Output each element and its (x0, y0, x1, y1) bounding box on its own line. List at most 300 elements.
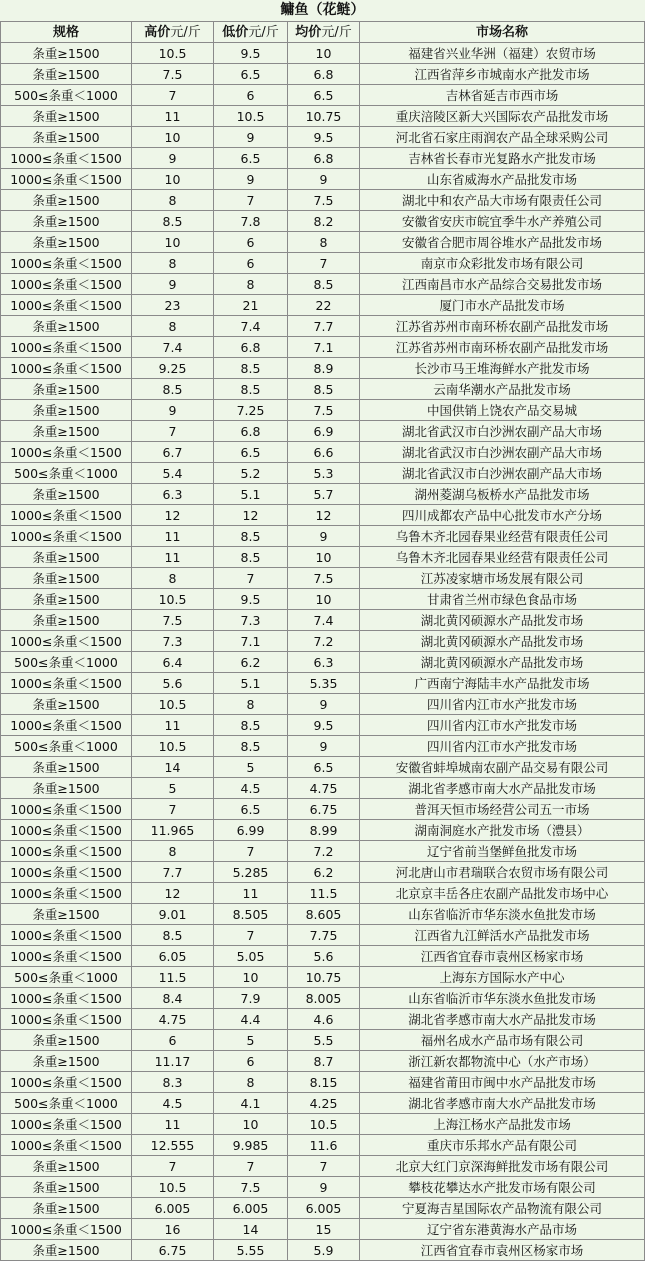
cell-high: 10.5 (132, 736, 214, 757)
cell-high: 11 (132, 547, 214, 568)
cell-market: 四川成都农产品中心批发市水产分场 (360, 505, 645, 526)
cell-high: 5.6 (132, 673, 214, 694)
cell-avg: 10.5 (288, 1114, 360, 1135)
cell-high: 6.005 (132, 1198, 214, 1219)
cell-avg: 4.75 (288, 778, 360, 799)
cell-high: 7.3 (132, 631, 214, 652)
cell-high: 11 (132, 106, 214, 127)
cell-spec: 条重≥1500 (1, 1198, 132, 1219)
cell-avg: 6.2 (288, 862, 360, 883)
table-row (1, 43, 645, 64)
cell-market: 乌鲁木齐北园春果业经营有限责任公司 (360, 547, 645, 568)
cell-market: 四川省内江市水产批发市场 (360, 736, 645, 757)
cell-spec: 500≤条重＜1000 (1, 652, 132, 673)
cell-market: 湖南洞庭水产批发市场（澧县） (360, 820, 645, 841)
cell-market: 吉林省延吉市西市场 (360, 85, 645, 106)
cell-market: 吉林省长春市光复路水产批发市场 (360, 148, 645, 169)
cell-market: 重庆涪陵区新大兴国际农产品批发市场 (360, 106, 645, 127)
cell-low: 6.5 (214, 148, 288, 169)
cell-low: 7.4 (214, 316, 288, 337)
cell-spec: 1000≤条重＜1500 (1, 1135, 132, 1156)
table-row (1, 820, 645, 841)
cell-avg: 8.9 (288, 358, 360, 379)
cell-avg: 10.75 (288, 967, 360, 988)
table-row (1, 1030, 645, 1051)
cell-high: 10 (132, 169, 214, 190)
cell-market: 北京京丰岳各庄农副产品批发市场中心 (360, 883, 645, 904)
cell-avg: 5.6 (288, 946, 360, 967)
cell-market: 上海东方国际水产中心 (360, 967, 645, 988)
cell-spec: 条重≥1500 (1, 694, 132, 715)
cell-low: 4.4 (214, 1009, 288, 1030)
cell-high: 6.4 (132, 652, 214, 673)
cell-low: 14 (214, 1219, 288, 1240)
header-avg-label: 均价 (295, 24, 322, 40)
cell-high: 4.5 (132, 1093, 214, 1114)
cell-high: 10.5 (132, 1177, 214, 1198)
cell-high: 7 (132, 799, 214, 820)
cell-spec: 条重≥1500 (1, 64, 132, 85)
cell-market: 湖北省武汉市白沙洲农副产品大市场 (360, 421, 645, 442)
cell-low: 12 (214, 505, 288, 526)
cell-avg: 7.5 (288, 568, 360, 589)
cell-avg: 12 (288, 505, 360, 526)
cell-spec: 条重≥1500 (1, 1030, 132, 1051)
cell-market: 北京大红门京深海鲜批发市场有限公司 (360, 1156, 645, 1177)
cell-low: 6.5 (214, 799, 288, 820)
cell-low: 6.8 (214, 337, 288, 358)
cell-avg: 9 (288, 526, 360, 547)
cell-avg: 8.15 (288, 1072, 360, 1093)
cell-low: 6.8 (214, 421, 288, 442)
cell-market: 湖北省孝感市南大水产品批发市场 (360, 1009, 645, 1030)
cell-avg: 7.5 (288, 400, 360, 421)
cell-market: 湖北省孝感市南大水产品批发市场 (360, 778, 645, 799)
cell-avg: 6.5 (288, 757, 360, 778)
cell-low: 7 (214, 841, 288, 862)
cell-high: 10 (132, 127, 214, 148)
header-low-label: 低价 (222, 24, 249, 40)
cell-low: 9.985 (214, 1135, 288, 1156)
cell-avg: 6.5 (288, 85, 360, 106)
cell-market: 福建省莆田市闽中水产品批发市场 (360, 1072, 645, 1093)
cell-high: 7 (132, 1156, 214, 1177)
cell-avg: 4.6 (288, 1009, 360, 1030)
cell-avg: 9.5 (288, 127, 360, 148)
cell-high: 9 (132, 274, 214, 295)
cell-market: 中国供销上饶农产品交易城 (360, 400, 645, 421)
cell-spec: 条重≥1500 (1, 127, 132, 148)
cell-avg: 7.7 (288, 316, 360, 337)
table-row (1, 316, 645, 337)
cell-avg: 7 (288, 1156, 360, 1177)
cell-avg: 6.8 (288, 64, 360, 85)
cell-market: 河北省石家庄雨润农产品全球采购公司 (360, 127, 645, 148)
header-spec: 规格 (1, 22, 132, 43)
table-row (1, 1198, 645, 1219)
cell-low: 4.5 (214, 778, 288, 799)
cell-spec: 1000≤条重＜1500 (1, 1219, 132, 1240)
cell-low: 6 (214, 85, 288, 106)
cell-high: 8 (132, 568, 214, 589)
cell-avg: 8.2 (288, 211, 360, 232)
cell-avg: 5.3 (288, 463, 360, 484)
cell-avg: 7 (288, 253, 360, 274)
cell-spec: 1000≤条重＜1500 (1, 526, 132, 547)
cell-high: 11.965 (132, 820, 214, 841)
cell-market: 河北唐山市君瑞联合农贸市场有限公司 (360, 862, 645, 883)
cell-spec: 1000≤条重＜1500 (1, 862, 132, 883)
table-row (1, 169, 645, 190)
cell-high: 8 (132, 316, 214, 337)
cell-spec: 1000≤条重＜1500 (1, 295, 132, 316)
cell-high: 8 (132, 190, 214, 211)
cell-avg: 5.9 (288, 1240, 360, 1261)
cell-low: 6 (214, 253, 288, 274)
cell-low: 6.005 (214, 1198, 288, 1219)
cell-high: 10.5 (132, 694, 214, 715)
table-row (1, 1135, 645, 1156)
cell-spec: 500≤条重＜1000 (1, 736, 132, 757)
table-row (1, 715, 645, 736)
cell-market: 湖北中和农产品大市场有限责任公司 (360, 190, 645, 211)
cell-low: 10.5 (214, 106, 288, 127)
cell-avg: 6.6 (288, 442, 360, 463)
cell-avg: 7.2 (288, 841, 360, 862)
table-row (1, 337, 645, 358)
table-row (1, 106, 645, 127)
cell-low: 6.5 (214, 442, 288, 463)
table-row (1, 85, 645, 106)
table-row (1, 736, 645, 757)
table-row (1, 1093, 645, 1114)
cell-market: 辽宁省东港黄海水产品市场 (360, 1219, 645, 1240)
cell-low: 5.1 (214, 484, 288, 505)
cell-market: 四川省内江市水产批发市场 (360, 715, 645, 736)
cell-spec: 500≤条重＜1000 (1, 967, 132, 988)
cell-spec: 1000≤条重＜1500 (1, 358, 132, 379)
table-row (1, 841, 645, 862)
cell-spec: 条重≥1500 (1, 1177, 132, 1198)
cell-spec: 条重≥1500 (1, 904, 132, 925)
cell-low: 21 (214, 295, 288, 316)
cell-spec: 条重≥1500 (1, 106, 132, 127)
cell-high: 6.7 (132, 442, 214, 463)
cell-spec: 500≤条重＜1000 (1, 1093, 132, 1114)
cell-spec: 1000≤条重＜1500 (1, 841, 132, 862)
cell-high: 10.5 (132, 43, 214, 64)
cell-avg: 9 (288, 1177, 360, 1198)
table-row (1, 484, 645, 505)
cell-market: 江西省九江鲜活水产品批发市场 (360, 925, 645, 946)
table-row (1, 463, 645, 484)
cell-low: 7.8 (214, 211, 288, 232)
cell-high: 8 (132, 841, 214, 862)
cell-high: 7.7 (132, 862, 214, 883)
header-row (1, 22, 645, 43)
cell-market: 重庆市乐邦水产品有限公司 (360, 1135, 645, 1156)
table-row (1, 967, 645, 988)
cell-spec: 1000≤条重＜1500 (1, 925, 132, 946)
cell-avg: 6.3 (288, 652, 360, 673)
table-row (1, 694, 645, 715)
cell-low: 5 (214, 1030, 288, 1051)
cell-low: 8.5 (214, 715, 288, 736)
cell-high: 8.5 (132, 379, 214, 400)
table-row (1, 379, 645, 400)
cell-market: 江苏省苏州市南环桥农副产品批发市场 (360, 316, 645, 337)
cell-spec: 1000≤条重＜1500 (1, 148, 132, 169)
cell-spec: 条重≥1500 (1, 547, 132, 568)
cell-avg: 11.5 (288, 883, 360, 904)
cell-low: 8 (214, 1072, 288, 1093)
table-row (1, 232, 645, 253)
cell-high: 8.5 (132, 211, 214, 232)
cell-high: 9.01 (132, 904, 214, 925)
table-row (1, 610, 645, 631)
cell-spec: 1000≤条重＜1500 (1, 715, 132, 736)
cell-high: 11 (132, 526, 214, 547)
cell-spec: 条重≥1500 (1, 211, 132, 232)
cell-high: 10 (132, 232, 214, 253)
cell-high: 6.3 (132, 484, 214, 505)
cell-spec: 条重≥1500 (1, 568, 132, 589)
cell-spec: 500≤条重＜1000 (1, 463, 132, 484)
cell-market: 四川省内江市水产批发市场 (360, 694, 645, 715)
table-row (1, 64, 645, 85)
cell-low: 8.5 (214, 526, 288, 547)
cell-spec: 1000≤条重＜1500 (1, 337, 132, 358)
table-row (1, 925, 645, 946)
cell-low: 5 (214, 757, 288, 778)
cell-high: 6.05 (132, 946, 214, 967)
header-high-unit: 元/斤 (170, 24, 201, 40)
cell-avg: 8.5 (288, 379, 360, 400)
cell-low: 4.1 (214, 1093, 288, 1114)
cell-market: 上海江杨水产品批发市场 (360, 1114, 645, 1135)
cell-spec: 条重≥1500 (1, 379, 132, 400)
cell-low: 8 (214, 694, 288, 715)
cell-spec: 1000≤条重＜1500 (1, 1072, 132, 1093)
cell-avg: 10 (288, 589, 360, 610)
cell-avg: 8.7 (288, 1051, 360, 1072)
cell-market: 攀枝花攀达水产批发市场有限公司 (360, 1177, 645, 1198)
cell-high: 10.5 (132, 589, 214, 610)
cell-low: 8.5 (214, 358, 288, 379)
cell-market: 云南华潮水产品批发市场 (360, 379, 645, 400)
table-row (1, 1240, 645, 1261)
cell-high: 14 (132, 757, 214, 778)
cell-spec: 条重≥1500 (1, 778, 132, 799)
cell-spec: 条重≥1500 (1, 43, 132, 64)
cell-avg: 5.5 (288, 1030, 360, 1051)
cell-avg: 8 (288, 232, 360, 253)
header-high-label: 高价 (144, 24, 171, 40)
cell-high: 11.17 (132, 1051, 214, 1072)
cell-low: 8.5 (214, 379, 288, 400)
cell-spec: 1000≤条重＜1500 (1, 631, 132, 652)
table-row (1, 253, 645, 274)
cell-market: 江西南昌市水产品综合交易批发市场 (360, 274, 645, 295)
cell-avg: 5.7 (288, 484, 360, 505)
cell-avg: 22 (288, 295, 360, 316)
cell-low: 7.5 (214, 1177, 288, 1198)
table-row (1, 652, 645, 673)
table-row (1, 1156, 645, 1177)
cell-market: 安徽省蚌埠城南农副产品交易有限公司 (360, 757, 645, 778)
table-row (1, 190, 645, 211)
cell-spec: 1000≤条重＜1500 (1, 274, 132, 295)
cell-high: 12 (132, 883, 214, 904)
cell-high: 8.5 (132, 925, 214, 946)
cell-low: 6.5 (214, 64, 288, 85)
cell-market: 湖北黄冈硕源水产品批发市场 (360, 652, 645, 673)
table-row (1, 568, 645, 589)
cell-market: 江西省萍乡市城南水产批发市场 (360, 64, 645, 85)
cell-avg: 7.1 (288, 337, 360, 358)
table-row (1, 757, 645, 778)
cell-spec: 条重≥1500 (1, 1240, 132, 1261)
cell-low: 7.1 (214, 631, 288, 652)
table-row (1, 1219, 645, 1240)
cell-low: 9 (214, 169, 288, 190)
cell-low: 10 (214, 1114, 288, 1135)
header-avg-unit: 元/斤 (321, 24, 352, 40)
cell-avg: 7.4 (288, 610, 360, 631)
table-row (1, 421, 645, 442)
cell-avg: 9 (288, 694, 360, 715)
cell-spec: 条重≥1500 (1, 589, 132, 610)
cell-spec: 条重≥1500 (1, 484, 132, 505)
header-low-unit: 元/斤 (248, 24, 279, 40)
table-row (1, 799, 645, 820)
cell-market: 湖北省武汉市白沙洲农副产品大市场 (360, 463, 645, 484)
cell-low: 11 (214, 883, 288, 904)
cell-market: 山东省威海水产品批发市场 (360, 169, 645, 190)
cell-market: 山东省临沂市华东淡水鱼批发市场 (360, 904, 645, 925)
cell-spec: 1000≤条重＜1500 (1, 799, 132, 820)
header-low (214, 22, 288, 43)
table-row (1, 505, 645, 526)
cell-market: 湖北黄冈硕源水产品批发市场 (360, 610, 645, 631)
table-row (1, 883, 645, 904)
cell-spec: 1000≤条重＜1500 (1, 946, 132, 967)
table-row (1, 547, 645, 568)
cell-high: 11.5 (132, 967, 214, 988)
table-row (1, 526, 645, 547)
cell-avg: 4.25 (288, 1093, 360, 1114)
cell-low: 6 (214, 1051, 288, 1072)
table-row (1, 1114, 645, 1135)
cell-low: 10 (214, 967, 288, 988)
cell-spec: 条重≥1500 (1, 232, 132, 253)
cell-high: 6 (132, 1030, 214, 1051)
header-high (132, 22, 214, 43)
cell-high: 5 (132, 778, 214, 799)
table-row (1, 1009, 645, 1030)
header-avg (288, 22, 360, 43)
cell-market: 普洱天恒市场经营公司五一市场 (360, 799, 645, 820)
cell-market: 宁夏海吉星国际农产品物流有限公司 (360, 1198, 645, 1219)
cell-high: 8.4 (132, 988, 214, 1009)
table-row (1, 1072, 645, 1093)
cell-avg: 6.8 (288, 148, 360, 169)
cell-low: 6.2 (214, 652, 288, 673)
cell-market: 厦门市水产品批发市场 (360, 295, 645, 316)
table-title: 鳙鱼（花鲢） (280, 2, 365, 18)
cell-spec: 1000≤条重＜1500 (1, 820, 132, 841)
cell-low: 8.5 (214, 736, 288, 757)
cell-low: 7 (214, 1156, 288, 1177)
cell-low: 5.285 (214, 862, 288, 883)
cell-avg: 10 (288, 43, 360, 64)
cell-low: 6.99 (214, 820, 288, 841)
cell-low: 9 (214, 127, 288, 148)
cell-high: 9 (132, 400, 214, 421)
table-row (1, 946, 645, 967)
cell-high: 4.75 (132, 1009, 214, 1030)
cell-spec: 条重≥1500 (1, 190, 132, 211)
cell-spec: 条重≥1500 (1, 421, 132, 442)
cell-avg: 9 (288, 736, 360, 757)
cell-high: 23 (132, 295, 214, 316)
cell-spec: 条重≥1500 (1, 316, 132, 337)
cell-low: 8.505 (214, 904, 288, 925)
cell-low: 9.5 (214, 589, 288, 610)
cell-high: 8.3 (132, 1072, 214, 1093)
cell-avg: 8.99 (288, 820, 360, 841)
header-market: 市场名称 (360, 22, 645, 43)
table-row (1, 862, 645, 883)
cell-spec: 1000≤条重＜1500 (1, 1009, 132, 1030)
cell-spec: 1000≤条重＜1500 (1, 883, 132, 904)
cell-high: 7.5 (132, 64, 214, 85)
cell-avg: 7.5 (288, 190, 360, 211)
cell-avg: 5.35 (288, 673, 360, 694)
table-row (1, 148, 645, 169)
cell-market: 福州名成水产品市场有限公司 (360, 1030, 645, 1051)
cell-high: 11 (132, 715, 214, 736)
cell-market: 长沙市马王堆海鲜水产批发市场 (360, 358, 645, 379)
cell-low: 5.2 (214, 463, 288, 484)
table-row (1, 988, 645, 1009)
cell-spec: 1000≤条重＜1500 (1, 988, 132, 1009)
cell-market: 福建省兴业华洲（福建）农贸市场 (360, 43, 645, 64)
cell-low: 6 (214, 232, 288, 253)
cell-market: 乌鲁木齐北园春果业经营有限责任公司 (360, 526, 645, 547)
cell-spec: 1000≤条重＜1500 (1, 169, 132, 190)
cell-market: 江苏凌家塘市场发展有限公司 (360, 568, 645, 589)
cell-low: 7 (214, 925, 288, 946)
cell-high: 8 (132, 253, 214, 274)
cell-spec: 条重≥1500 (1, 610, 132, 631)
cell-market: 广西南宁海陆丰水产品批发市场 (360, 673, 645, 694)
cell-spec: 1000≤条重＜1500 (1, 1114, 132, 1135)
cell-low: 5.55 (214, 1240, 288, 1261)
table-row (1, 127, 645, 148)
table-row (1, 358, 645, 379)
cell-avg: 15 (288, 1219, 360, 1240)
cell-avg: 11.6 (288, 1135, 360, 1156)
cell-spec: 条重≥1500 (1, 757, 132, 778)
cell-spec: 1000≤条重＜1500 (1, 673, 132, 694)
table-row (1, 295, 645, 316)
cell-market: 安徽省安庆市皖宜季牛水产养殖公司 (360, 211, 645, 232)
cell-low: 8.5 (214, 547, 288, 568)
cell-high: 9 (132, 148, 214, 169)
cell-market: 湖北黄冈硕源水产品批发市场 (360, 631, 645, 652)
cell-avg: 6.75 (288, 799, 360, 820)
